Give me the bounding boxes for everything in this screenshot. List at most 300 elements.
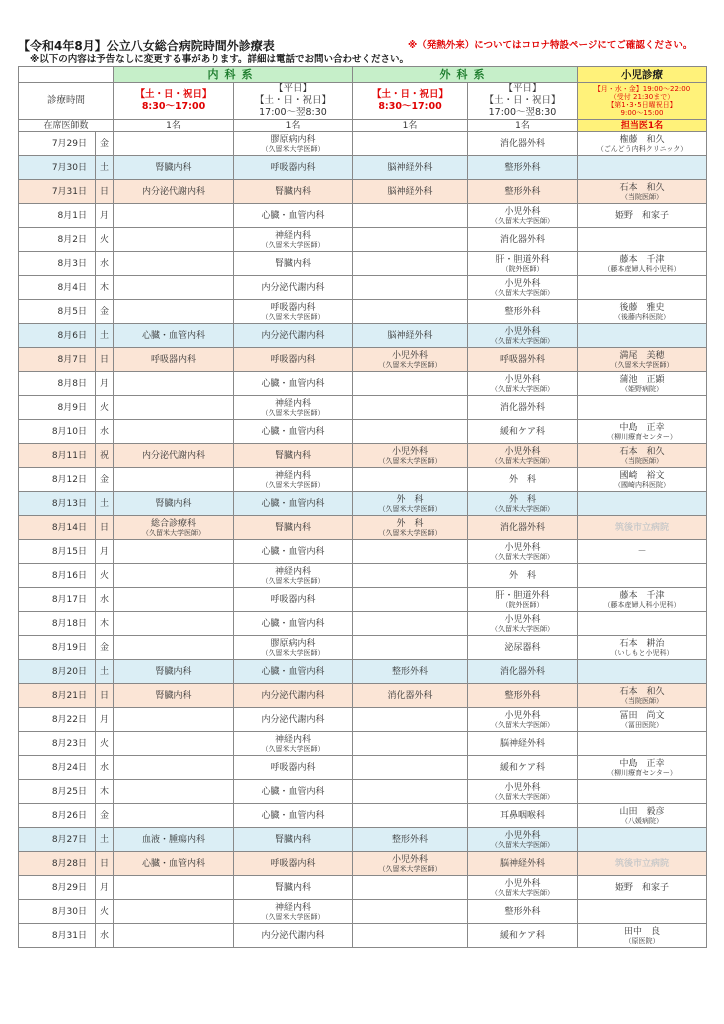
department-name: 脳神経外科 [499, 858, 545, 869]
department-name: 姫野 和家子 [614, 210, 669, 221]
naika-weekday-cell [234, 492, 353, 516]
shoni-doctor-cell [578, 492, 707, 516]
geka-holiday-cell [353, 588, 468, 612]
shoni-doctor-cell [578, 276, 707, 300]
geka-holiday-hours [353, 83, 468, 120]
geka-weekday-cell [468, 660, 578, 684]
department-name: 外 科 [396, 518, 424, 529]
geka-weekday-cell [468, 828, 578, 852]
department-name: 腎臓内科 [274, 450, 311, 461]
naika-weekday-cell [234, 756, 353, 780]
department-name: 整形外科 [504, 162, 541, 173]
geka-holiday-cell [353, 612, 468, 636]
naika-holiday-cell [114, 636, 234, 660]
date-cell: 8月8日 [19, 372, 96, 396]
geka-weekday-cell [468, 612, 578, 636]
affiliation-note: （院外医師） [501, 600, 544, 609]
department-name: 中島 正幸 [619, 758, 665, 769]
affiliation-note: （久留米大学医師） [261, 408, 325, 417]
weekday-cell: 土 [96, 828, 114, 852]
date-cell: 8月3日 [19, 252, 96, 276]
header-count-row [19, 120, 707, 132]
naika-holiday-cell [114, 228, 234, 252]
group-shoni-header: 小児診療 [578, 67, 707, 83]
geka-weekday-cell [468, 468, 578, 492]
table-row [19, 156, 707, 180]
naika-holiday-cell [114, 420, 234, 444]
affiliation-note: （柳川療育センター） [607, 432, 677, 441]
table-row [19, 924, 707, 948]
department-name: 腎臓内科 [155, 666, 192, 677]
department-name: 小児外科 [391, 350, 428, 361]
shoni-doctor-cell [578, 300, 707, 324]
geka-holiday-cell [353, 468, 468, 492]
naika-holiday-cell [114, 684, 234, 708]
affiliation-note: （久留米大学医師） [491, 720, 554, 729]
naika-weekday-cell [234, 396, 353, 420]
naika-holiday-cell [114, 876, 234, 900]
department-name: 脳神経外科 [387, 162, 433, 173]
shoni-doctor-cell [578, 204, 707, 228]
date-cell: 8月1日 [19, 204, 96, 228]
naika-weekday-cell [234, 180, 353, 204]
table-row [19, 852, 707, 876]
geka-holiday-time: 8:30～17:00 [378, 101, 442, 112]
department-name: 腎臓内科 [155, 498, 192, 509]
department-name: 石本 和久 [619, 182, 665, 193]
date-cell: 8月12日 [19, 468, 96, 492]
department-name: 山田 毅彦 [619, 806, 665, 817]
naika-holiday-cell [114, 780, 234, 804]
geka-weekday-cell [468, 756, 578, 780]
date-cell: 8月18日 [19, 612, 96, 636]
geka-holiday-cell [353, 228, 468, 252]
table-row [19, 492, 707, 516]
department-name: 中島 正幸 [619, 422, 665, 433]
weekday-cell: 日 [96, 852, 114, 876]
geka-holiday-cell [353, 180, 468, 204]
geka-holiday-cell [353, 276, 468, 300]
table-row [19, 732, 707, 756]
table-row [19, 756, 707, 780]
geka-weekday-cell [468, 252, 578, 276]
naika-weekday-cell [234, 612, 353, 636]
department-name: 内分泌代謝内科 [261, 690, 325, 701]
geka-weekday-cell [468, 516, 578, 540]
shoni-doctor-cell [578, 228, 707, 252]
geka-weekday-cell [468, 804, 578, 828]
department-name: 血液・腫瘍内科 [141, 834, 205, 845]
table-row [19, 132, 707, 156]
department-name: 腎臓内科 [155, 162, 192, 173]
department-name: 小児外科 [504, 374, 541, 385]
date-cell: 8月28日 [19, 852, 96, 876]
geka-weekday-count: 1名 [468, 120, 578, 132]
shoni-doctor-cell [578, 924, 707, 948]
department-name: 田中 良 [623, 926, 660, 937]
naika-weekday-count: 1名 [234, 120, 353, 132]
geka-holiday-cell [353, 900, 468, 924]
shoni-doctor-cell [578, 756, 707, 780]
naika-holiday-cell [114, 660, 234, 684]
geka-holiday-cell [353, 420, 468, 444]
weekday-cell: 水 [96, 756, 114, 780]
shoni-doctor-cell [578, 132, 707, 156]
date-cell: 8月21日 [19, 684, 96, 708]
geka-weekday-cell [468, 492, 578, 516]
naika-holiday-cell [114, 300, 234, 324]
table-row [19, 444, 707, 468]
naika-holiday-cell [114, 180, 234, 204]
date-cell: 8月25日 [19, 780, 96, 804]
table-row [19, 876, 707, 900]
geka-holiday-cell [353, 252, 468, 276]
department-name: 筑後市立病院 [614, 858, 669, 869]
naika-holiday-cell [114, 828, 234, 852]
department-name: 筑後市立病院 [614, 522, 669, 533]
naika-weekday-days: 【土・日・祝日】 [254, 95, 331, 106]
hours-label: 診療時間 [19, 83, 114, 120]
weekday-cell: 火 [96, 564, 114, 588]
naika-holiday-cell [114, 444, 234, 468]
weekday-cell: 火 [96, 900, 114, 924]
weekday-cell: 月 [96, 876, 114, 900]
naika-holiday-cell [114, 492, 234, 516]
geka-holiday-cell [353, 300, 468, 324]
department-name: 消化器外科 [499, 522, 545, 533]
geka-weekday-cell [468, 156, 578, 180]
affiliation-note: （ごんどう内科クリニック） [596, 144, 688, 153]
naika-weekday-cell [234, 804, 353, 828]
naika-weekday-hours [234, 83, 353, 120]
table-row [19, 324, 707, 348]
department-name: 國崎 裕文 [619, 470, 665, 481]
table-row [19, 204, 707, 228]
naika-weekday-cell [234, 540, 353, 564]
naika-holiday-cell [114, 756, 234, 780]
shoni-doctor-cell [578, 708, 707, 732]
department-name: 心臓・血管内科 [261, 498, 325, 509]
naika-holiday-cell [114, 924, 234, 948]
department-name: 神経内科 [274, 734, 311, 745]
table-row [19, 276, 707, 300]
geka-weekday-cell [468, 420, 578, 444]
weekday-cell: 日 [96, 348, 114, 372]
date-cell: 8月24日 [19, 756, 96, 780]
department-name: 呼吸器内科 [270, 858, 316, 869]
geka-holiday-cell [353, 732, 468, 756]
department-name: 内分泌代謝内科 [141, 450, 205, 461]
table-row [19, 396, 707, 420]
department-name: 総合診療科 [150, 518, 196, 529]
date-cell: 8月23日 [19, 732, 96, 756]
date-cell: 8月31日 [19, 924, 96, 948]
department-name: 心臓・血管内科 [141, 858, 205, 869]
shoni-doctor-cell [578, 852, 707, 876]
geka-weekday-cell [468, 588, 578, 612]
shoni-doctor-cell [578, 732, 707, 756]
shoni-count: 担当医1名 [578, 120, 707, 132]
header-blank-cell [19, 67, 114, 83]
geka-weekday-cell [468, 300, 578, 324]
department-name: 腎臓内科 [274, 186, 311, 197]
weekday-cell: 日 [96, 516, 114, 540]
department-name: 腎臓内科 [274, 258, 311, 269]
department-name: 蒲池 正顕 [619, 374, 665, 385]
naika-weekday-cell [234, 204, 353, 228]
department-name: 小児外科 [504, 710, 541, 721]
department-name: 整形外科 [391, 666, 428, 677]
naika-holiday-cell [114, 204, 234, 228]
naika-weekday-cell [234, 564, 353, 588]
department-name: 脳神経外科 [499, 738, 545, 749]
geka-weekday-cell [468, 900, 578, 924]
department-name: 整形外科 [504, 306, 541, 317]
naika-holiday-cell [114, 540, 234, 564]
geka-weekday-cell [468, 180, 578, 204]
naika-holiday-cell [114, 852, 234, 876]
table-row [19, 252, 707, 276]
department-name: 脳神経外科 [387, 186, 433, 197]
weekday-cell: 月 [96, 204, 114, 228]
department-name: 消化器外科 [499, 138, 545, 149]
geka-weekday-cell [468, 564, 578, 588]
date-cell: 8月2日 [19, 228, 96, 252]
affiliation-note: （久留米大学医師） [491, 552, 554, 561]
shoni-doctor-cell [578, 516, 707, 540]
weekday-cell: 火 [96, 732, 114, 756]
department-name: 心臓・血管内科 [261, 378, 325, 389]
naika-holiday-cell [114, 156, 234, 180]
shoni-doctor-cell [578, 252, 707, 276]
geka-holiday-cell [353, 924, 468, 948]
affiliation-note: （久留米大学医師） [261, 480, 325, 489]
naika-weekday-cell [234, 876, 353, 900]
naika-weekday-cell [234, 156, 353, 180]
table-row [19, 804, 707, 828]
affiliation-note: （後藤内科医院） [614, 312, 670, 321]
weekday-cell: 水 [96, 420, 114, 444]
department-name: 小児外科 [504, 326, 541, 337]
weekday-cell: 祝 [96, 444, 114, 468]
department-name: 小児外科 [504, 446, 541, 457]
group-geka-header: 外科系 [353, 67, 578, 83]
affiliation-note: （いしもと小児科） [610, 648, 674, 657]
naika-holiday-cell [114, 252, 234, 276]
shoni-doctor-cell [578, 156, 707, 180]
department-name: 石本 耕治 [619, 638, 665, 649]
header-group-row [19, 67, 707, 83]
department-name: 小児外科 [391, 854, 428, 865]
geka-holiday-cell [353, 324, 468, 348]
geka-holiday-cell [353, 444, 468, 468]
shoni-doctor-cell [578, 612, 707, 636]
department-name: 整形外科 [504, 906, 541, 917]
shoni-doctor-cell [578, 420, 707, 444]
department-name: 神経内科 [274, 470, 311, 481]
naika-holiday-days: 【土・日・祝日】 [135, 89, 212, 100]
department-name: 冨田 尚文 [619, 710, 665, 721]
table-row [19, 540, 707, 564]
geka-weekday-cell [468, 852, 578, 876]
department-name: 耳鼻咽喉科 [499, 810, 545, 821]
table-row [19, 564, 707, 588]
geka-holiday-cell [353, 156, 468, 180]
covid-notice: ※（発熱外来）についてはコロナ特設ページにてご確認ください。 [408, 40, 693, 51]
shoni-doctor-cell [578, 348, 707, 372]
geka-holiday-cell [353, 876, 468, 900]
shoni-doctor-cell [578, 372, 707, 396]
naika-holiday-cell [114, 468, 234, 492]
naika-holiday-cell [114, 732, 234, 756]
affiliation-note: （久留米大学医師） [142, 528, 205, 537]
weekday-cell: 土 [96, 660, 114, 684]
affiliation-note: （久留米大学医師） [491, 216, 554, 225]
weekday-cell: 日 [96, 180, 114, 204]
department-name: 小児外科 [504, 206, 541, 217]
department-name: 心臓・血管内科 [261, 666, 325, 677]
geka-weekday-cell [468, 372, 578, 396]
geka-holiday-cell [353, 684, 468, 708]
geka-weekday-cell [468, 876, 578, 900]
department-name: 腎臓内科 [274, 834, 311, 845]
naika-weekday-cell [234, 660, 353, 684]
department-name: 肝・胆道外科 [495, 254, 550, 265]
table-row [19, 516, 707, 540]
date-cell: 8月11日 [19, 444, 96, 468]
naika-holiday-cell [114, 348, 234, 372]
department-name: 呼吸器内科 [270, 354, 316, 365]
shoni-hours [578, 83, 707, 120]
date-cell: 8月26日 [19, 804, 96, 828]
table-row [19, 660, 707, 684]
shoni-doctor-cell [578, 180, 707, 204]
geka-holiday-cell [353, 492, 468, 516]
naika-weekday-cell [234, 228, 353, 252]
shoni-doctor-cell [578, 396, 707, 420]
naika-holiday-count: 1名 [114, 120, 234, 132]
weekday-cell: 日 [96, 684, 114, 708]
naika-weekday-cell [234, 276, 353, 300]
table-row [19, 348, 707, 372]
geka-weekday-cell [468, 780, 578, 804]
department-name: 神経内科 [274, 398, 311, 409]
affiliation-note: （久留米大学医師） [378, 528, 442, 537]
table-row [19, 900, 707, 924]
department-name: 外 科 [508, 494, 536, 505]
geka-weekday-cell [468, 396, 578, 420]
naika-holiday-cell [114, 612, 234, 636]
affiliation-note: （久留米大学医師） [261, 576, 325, 585]
department-name: 消化器外科 [499, 666, 545, 677]
shoni-doctor-cell [578, 804, 707, 828]
affiliation-note: （姫野病院） [621, 384, 663, 393]
shoni-doctor-cell [578, 660, 707, 684]
naika-weekday-cell [234, 444, 353, 468]
shoni-doctor-cell [578, 876, 707, 900]
date-cell: 8月6日 [19, 324, 96, 348]
naika-weekday-label: 【平日】 [273, 83, 312, 94]
affiliation-note: （久留米大学医師） [261, 312, 325, 321]
naika-weekday-cell [234, 468, 353, 492]
department-name: 小児外科 [504, 878, 541, 889]
geka-holiday-cell [353, 804, 468, 828]
department-name: 小児外科 [504, 782, 541, 793]
naika-holiday-cell [114, 132, 234, 156]
date-cell: 8月13日 [19, 492, 96, 516]
naika-weekday-time: 17:00～翌8:30 [259, 107, 327, 118]
department-name: 膠原病内科 [270, 638, 316, 649]
date-cell: 8月22日 [19, 708, 96, 732]
naika-weekday-cell [234, 684, 353, 708]
weekday-cell: 土 [96, 492, 114, 516]
geka-weekday-cell [468, 732, 578, 756]
geka-holiday-cell [353, 396, 468, 420]
affiliation-note: （冨田医院） [621, 720, 663, 729]
department-name: 呼吸器内科 [270, 162, 316, 173]
department-name: 藤本 千津 [619, 254, 665, 265]
naika-weekday-cell [234, 852, 353, 876]
date-cell: 8月5日 [19, 300, 96, 324]
affiliation-note: （当院医師） [621, 456, 663, 465]
department-name: 内分泌代謝内科 [261, 714, 325, 725]
naika-holiday-cell [114, 564, 234, 588]
naika-weekday-cell [234, 420, 353, 444]
department-name: 腎臓内科 [274, 522, 311, 533]
affiliation-note: （八媛病院） [621, 816, 663, 825]
date-cell: 8月19日 [19, 636, 96, 660]
naika-holiday-cell [114, 900, 234, 924]
department-name: 石本 和久 [619, 686, 665, 697]
affiliation-note: （久留米大学医師） [491, 888, 554, 897]
table-row [19, 780, 707, 804]
department-name: 心臓・血管内科 [141, 330, 205, 341]
department-name: 整形外科 [391, 834, 428, 845]
geka-weekday-cell [468, 132, 578, 156]
date-cell: 8月16日 [19, 564, 96, 588]
naika-weekday-cell [234, 780, 353, 804]
department-name: 小児外科 [504, 614, 541, 625]
department-name: 整形外科 [504, 690, 541, 701]
naika-weekday-cell [234, 732, 353, 756]
affiliation-note: （原医院） [624, 936, 660, 945]
department-name: 呼吸器内科 [270, 594, 316, 605]
geka-weekday-cell [468, 708, 578, 732]
weekday-cell: 金 [96, 804, 114, 828]
weekday-cell: 土 [96, 324, 114, 348]
department-name: 小児外科 [504, 830, 541, 841]
department-name: 神経内科 [274, 902, 311, 913]
affiliation-note: （久留米大学医師） [378, 864, 442, 873]
geka-holiday-cell [353, 204, 468, 228]
geka-weekday-cell [468, 348, 578, 372]
affiliation-note: （久留米大学医師） [261, 744, 325, 753]
geka-weekday-cell [468, 228, 578, 252]
affiliation-note: （久留米大学医師） [491, 384, 554, 393]
affiliation-note: （久留米大学医師） [378, 456, 442, 465]
department-name: 消化器外科 [499, 402, 545, 413]
shoni-doctor-cell [578, 684, 707, 708]
change-notice: ※以下の内容は予告なしに変更する事があります。詳細は電話でお問い合わせください。 [30, 54, 409, 65]
naika-holiday-cell [114, 276, 234, 300]
naika-holiday-cell [114, 372, 234, 396]
naika-weekday-cell [234, 372, 353, 396]
geka-weekday-cell [468, 636, 578, 660]
geka-weekday-cell [468, 324, 578, 348]
weekday-cell: 木 [96, 612, 114, 636]
naika-holiday-hours [114, 83, 234, 120]
shoni-doctor-cell [578, 636, 707, 660]
